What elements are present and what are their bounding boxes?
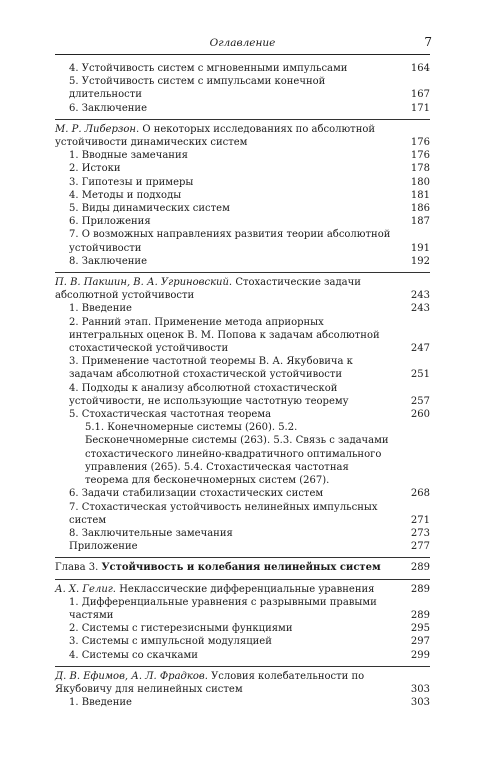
toc-entry[interactable]	[55, 75, 430, 101]
toc-entry[interactable]	[55, 162, 430, 175]
toc-article-title	[55, 583, 392, 596]
toc-entry-title: 2. Истоки	[69, 163, 121, 175]
toc-entry-title: 3. Системы с импульсной модуляцией	[69, 636, 272, 648]
toc-entry[interactable]	[55, 649, 430, 662]
toc-appendix[interactable]	[55, 540, 430, 553]
table-of-contents	[55, 62, 430, 709]
toc-entry[interactable]	[55, 62, 430, 75]
toc-entry[interactable]	[55, 527, 430, 540]
toc-article-title	[55, 670, 392, 696]
article-authors: П. В. Пакшин, В. А. Угриновский.	[55, 277, 233, 289]
toc-entry-title: 1. Введение	[69, 303, 132, 315]
article-title: Неклассические дифференциальные уравнения	[119, 583, 375, 595]
toc-entry-title: 2. Ранний этап. Применение метода априорных интегральных оценок В. М. Попова к задачам абсолютной стохастической устойчивости	[69, 316, 380, 355]
divider	[55, 557, 430, 558]
toc-entry-title: 3. Применение частотной теоремы В. А. Якубовича к задачам абсолютной стохастической устойчивости	[69, 356, 353, 381]
article-authors: А. Х. Гелиг.	[55, 583, 116, 595]
toc-entry-page: 243	[407, 289, 430, 302]
toc-entry[interactable]	[55, 102, 430, 115]
article-title: О некоторых исследованиях по абсолютной устойчивости динамических систем	[55, 123, 376, 149]
toc-entry[interactable]	[55, 696, 430, 709]
article-title: Условия колебательности по Якубовичу для нелинейных систем	[55, 670, 365, 695]
chapter-title	[55, 561, 430, 574]
toc-block-2	[55, 123, 430, 268]
toc-entry-title: 1. Введение	[69, 697, 132, 709]
page-header	[55, 36, 430, 55]
toc-block-1	[55, 62, 430, 115]
toc-article-entry[interactable]	[55, 276, 430, 302]
toc-entry-page: 176	[407, 136, 430, 149]
toc-article-entry[interactable]	[55, 670, 430, 696]
toc-entry-title: 5. Устойчивость систем с импульсами конечной длительности	[69, 76, 326, 101]
toc-entry-page: 268	[407, 487, 430, 500]
toc-entry[interactable]	[55, 596, 430, 622]
toc-entry-page: 257	[407, 395, 430, 408]
toc-entry[interactable]	[55, 228, 430, 254]
toc-entry-title: 1. Вводные замечания	[69, 150, 188, 162]
toc-entry[interactable]	[55, 622, 430, 635]
toc-entry-page: 187	[407, 215, 430, 228]
toc-entry[interactable]	[55, 189, 430, 202]
toc-entry[interactable]	[55, 176, 430, 189]
toc-entry-title: 1. Дифференциальные уравнения с разрывными правыми частями	[69, 596, 377, 621]
chapter-entry[interactable]	[55, 561, 430, 574]
divider	[55, 579, 430, 580]
chapter-prefix: Глава 3.	[55, 562, 99, 574]
toc-entry-page: 176	[407, 149, 430, 162]
toc-entry-page: 299	[407, 649, 430, 662]
toc-article-entry[interactable]	[55, 583, 430, 596]
toc-entry-page: 297	[407, 635, 430, 648]
toc-entry[interactable]	[55, 501, 430, 527]
toc-entry-title: 4. Системы со скачками	[69, 649, 198, 661]
toc-entry-page: 289	[407, 583, 430, 596]
toc-entry[interactable]	[55, 215, 430, 228]
chapter-name: Устойчивость и колебания нелинейных систем	[101, 562, 381, 574]
divider	[55, 666, 430, 667]
toc-entry-page: 271	[407, 514, 430, 527]
toc-block-3	[55, 276, 430, 553]
toc-entry-page: 192	[407, 255, 430, 268]
article-authors: М. Р. Либерзон.	[55, 123, 140, 135]
toc-entry-page: 243	[407, 302, 430, 315]
toc-subsections: 5.1. Конечномерные системы (260). 5.2. Бесконечномерные системы (263). 5.3. Связь с задачами стохастического линейно-квадратичного оптимального управления (265). 5.4. Стохастическая частотная теорема для бесконечномерных систем (267).	[85, 422, 389, 487]
toc-entry-title: 4. Подходы к анализу абсолютной стохастической устойчивости, не использующие частотную теорему	[69, 382, 349, 407]
toc-entry-page: 295	[407, 622, 430, 635]
toc-entry-page: 251	[407, 368, 430, 381]
toc-article-title	[55, 276, 392, 302]
toc-entry-title: 6. Приложения	[69, 216, 151, 228]
toc-entry[interactable]	[55, 635, 430, 648]
toc-entry-page: 273	[407, 527, 430, 540]
toc-entry-page: 167	[407, 88, 430, 101]
toc-block-5	[55, 670, 430, 710]
article-title: Стохастические задачи абсолютной устойчивости	[55, 277, 361, 302]
toc-entry-title: 7. О возможных направлениях развития теории абсолютной устойчивости	[69, 229, 391, 254]
toc-entry-title: 8. Заключительные замечания	[69, 527, 233, 539]
toc-entry[interactable]	[55, 302, 430, 315]
toc-entry[interactable]	[55, 408, 430, 421]
toc-entry-page: 164	[407, 62, 430, 75]
toc-entry[interactable]	[55, 255, 430, 268]
toc-entry-page: 191	[407, 242, 430, 255]
toc-entry-page: 171	[407, 102, 430, 115]
toc-entry-title: 5. Виды динамических систем	[69, 203, 230, 215]
toc-entry-page: 289	[407, 609, 430, 622]
toc-entry-title: 3. Гипотезы и примеры	[69, 176, 194, 188]
toc-entry-title: 6. Задачи стабилизации стохастических систем	[69, 488, 324, 500]
toc-entry[interactable]	[55, 316, 430, 356]
toc-entry-page: 181	[407, 189, 430, 202]
toc-entry-page: 247	[407, 342, 430, 355]
toc-entry-title: Приложение	[69, 541, 138, 553]
toc-entry-page: 289	[407, 561, 430, 574]
article-authors: Д. В. Ефимов, А. Л. Фрадков.	[55, 670, 208, 682]
toc-entry-title: 2. Системы с гистерезисными функциями	[69, 623, 293, 635]
toc-block-4	[55, 583, 430, 662]
page-number: 7	[424, 35, 432, 49]
toc-entry-page: 180	[407, 176, 430, 189]
header-title: Оглавление	[209, 37, 276, 49]
toc-entry-title: 4. Методы и подходы	[69, 189, 182, 201]
toc-entry[interactable]	[55, 382, 430, 408]
divider	[55, 272, 430, 273]
toc-entry-title: 7. Стохастическая устойчивость нелинейных импульсных систем	[69, 501, 378, 526]
toc-entry[interactable]	[55, 149, 430, 162]
toc-entry[interactable]	[55, 202, 430, 215]
toc-entry-title: 5. Стохастическая частотная теорема	[69, 409, 272, 421]
toc-article-entry[interactable]	[55, 123, 430, 149]
toc-entry-title: 8. Заключение	[69, 255, 147, 267]
toc-entry-title: 4. Устойчивость систем с мгновенными импульсами	[69, 63, 348, 74]
toc-entry[interactable]	[55, 487, 430, 500]
toc-entry-page: 178	[407, 162, 430, 175]
toc-entry-title: 6. Заключение	[69, 102, 147, 114]
chapter-heading	[55, 561, 430, 574]
toc-entry[interactable]	[55, 355, 430, 381]
toc-article-title	[55, 123, 392, 149]
toc-entry-page: 303	[407, 683, 430, 696]
toc-entry-page: 186	[407, 202, 430, 215]
toc-entry-page: 260	[407, 408, 430, 421]
toc-entry-page: 303	[407, 696, 430, 709]
divider	[55, 119, 430, 120]
toc-entry-page: 277	[407, 540, 430, 553]
